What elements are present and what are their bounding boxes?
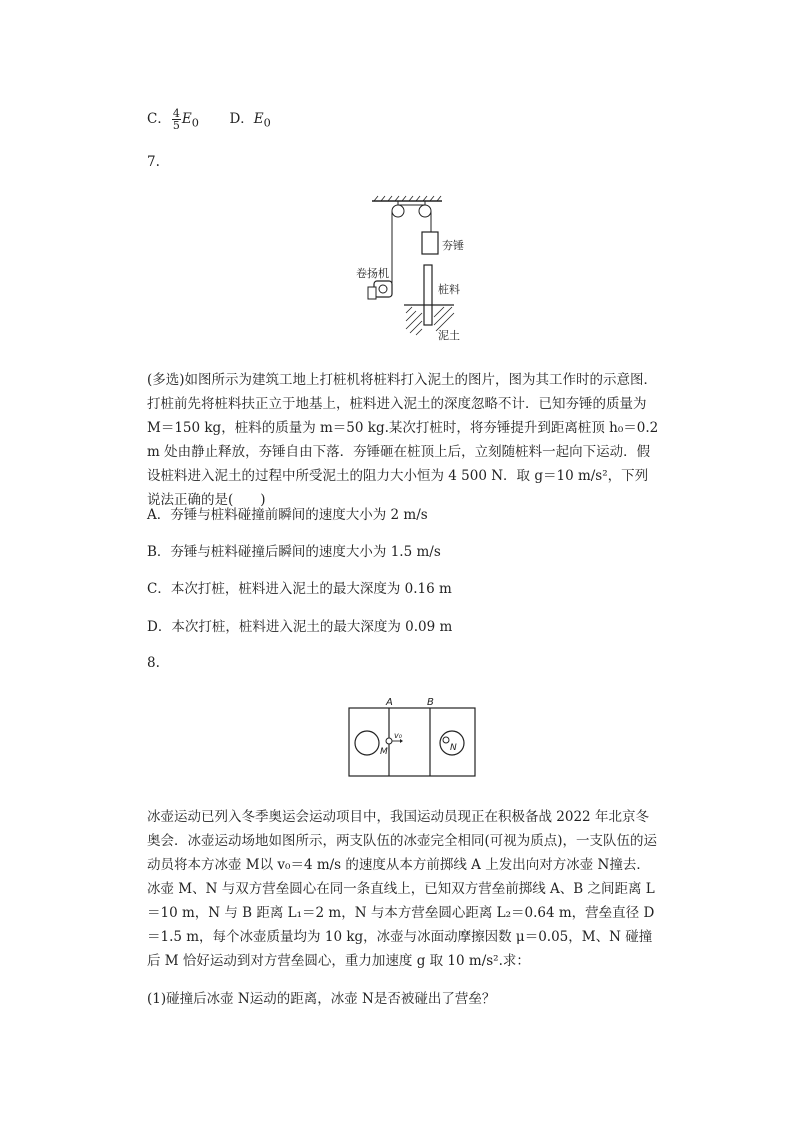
label-b: B — [427, 697, 434, 708]
label-v0: v₀ — [394, 731, 402, 740]
q6-option-c-sub: 0 — [191, 116, 199, 130]
pulley-right — [419, 205, 431, 217]
q7-stem: (多选)如图所示为建筑工地上打桩机将桩料打入泥土的图片，图为其工作时的示意图．打桩前先将桩料扶正立于地基上，桩料进入泥土的深度忽略不计．已知夯锤的质量为 M＝150 kg，桩料的质量为 m＝50 kg.某次打桩时，将夯锤提升到距离桩顶 h₀＝0.2 m 处由静止释放，夯锤自由下落．夯锤砸在桩顶上后，立刻随桩料一起向下运动．假设桩料进入泥土的过程中所受泥土的阻力大小恒为 4 500 N．取 g＝10 m/s²，下列说法正确的是( ) — [147, 372, 659, 508]
pile — [424, 265, 432, 325]
stone-m — [386, 738, 392, 744]
q8-sub1: (1)碰撞后冰壶 N运动的距离，冰壶 N是否被碰出了营垒？ — [147, 991, 496, 1007]
q6-option-d-label: D． — [229, 111, 254, 127]
q8-curling-field-figure — [340, 694, 480, 780]
label-m: M — [380, 747, 388, 757]
q7-option-b: B．夯锤与桩料碰撞后瞬间的速度大小为 1.5 m/s — [147, 544, 441, 560]
q7-option-d: D．本次打桩，桩料进入泥土的最大深度为 0.09 m — [147, 619, 453, 635]
label-n: N — [450, 743, 457, 753]
stone-n — [443, 737, 449, 743]
field-boundary — [349, 708, 475, 776]
q7-number: 7. — [147, 154, 160, 170]
q7-option-a: A．夯锤与桩料碰撞前瞬间的速度大小为 2 m/s — [147, 507, 428, 523]
winch-label: 卷扬机 — [356, 267, 389, 280]
q8-number: 8. — [147, 655, 160, 671]
q6-option-c-fraction — [172, 108, 181, 131]
fraction-numerator: 4 — [172, 107, 180, 120]
q7-pile-driver-figure — [350, 195, 470, 345]
q6-option-c-label: C． — [147, 111, 171, 127]
q6-option-d-var: E — [253, 111, 264, 127]
q6-options-line — [147, 108, 271, 134]
hammer — [422, 232, 438, 254]
q7-option-c: C．本次打桩，桩料进入泥土的最大深度为 0.16 m — [147, 581, 452, 597]
label-a: A — [386, 697, 393, 708]
q6-option-c-var: E — [181, 111, 192, 127]
q6-option-d-sub: 0 — [263, 116, 271, 130]
winch-base — [368, 287, 376, 299]
pile-label: 桩料 — [438, 283, 460, 296]
soil-label: 泥土 — [438, 329, 460, 342]
fraction-denominator: 5 — [172, 119, 180, 132]
pulley-left — [392, 205, 404, 217]
hammer-label: 夯锤 — [442, 239, 464, 252]
winch-body — [374, 281, 392, 297]
q8-stem: 冰壶运动已列入冬季奥运会运动项目中，我国运动员现正在积极备战 2022 年北京冬奥会．冰壶运动场地如图所示，两支队伍的冰壶完全相同(可视为质点)，一支队伍的运动员将本方冰壶 M以 v₀＝4 m/s 的速度从本方前掷线 A 上发出向对方冰壶 N撞去．冰壶 M、N 与双方营垒圆心在同一条直线上，已知双方营垒前掷线 A、B 之间距离 L＝10 m，N 与 B 距离 L₁＝2 m，N 与本方营垒圆心距离 L₂＝0.64 m，营垒直径 D＝1.5 m，每个冰壶质量均为 10 kg，冰壶与冰面动摩擦因数 μ＝0.05，M、N 碰撞后 M 恰好运动到对方营垒圆心，重力加速度 g 取 10 m/s².求： — [147, 809, 658, 969]
